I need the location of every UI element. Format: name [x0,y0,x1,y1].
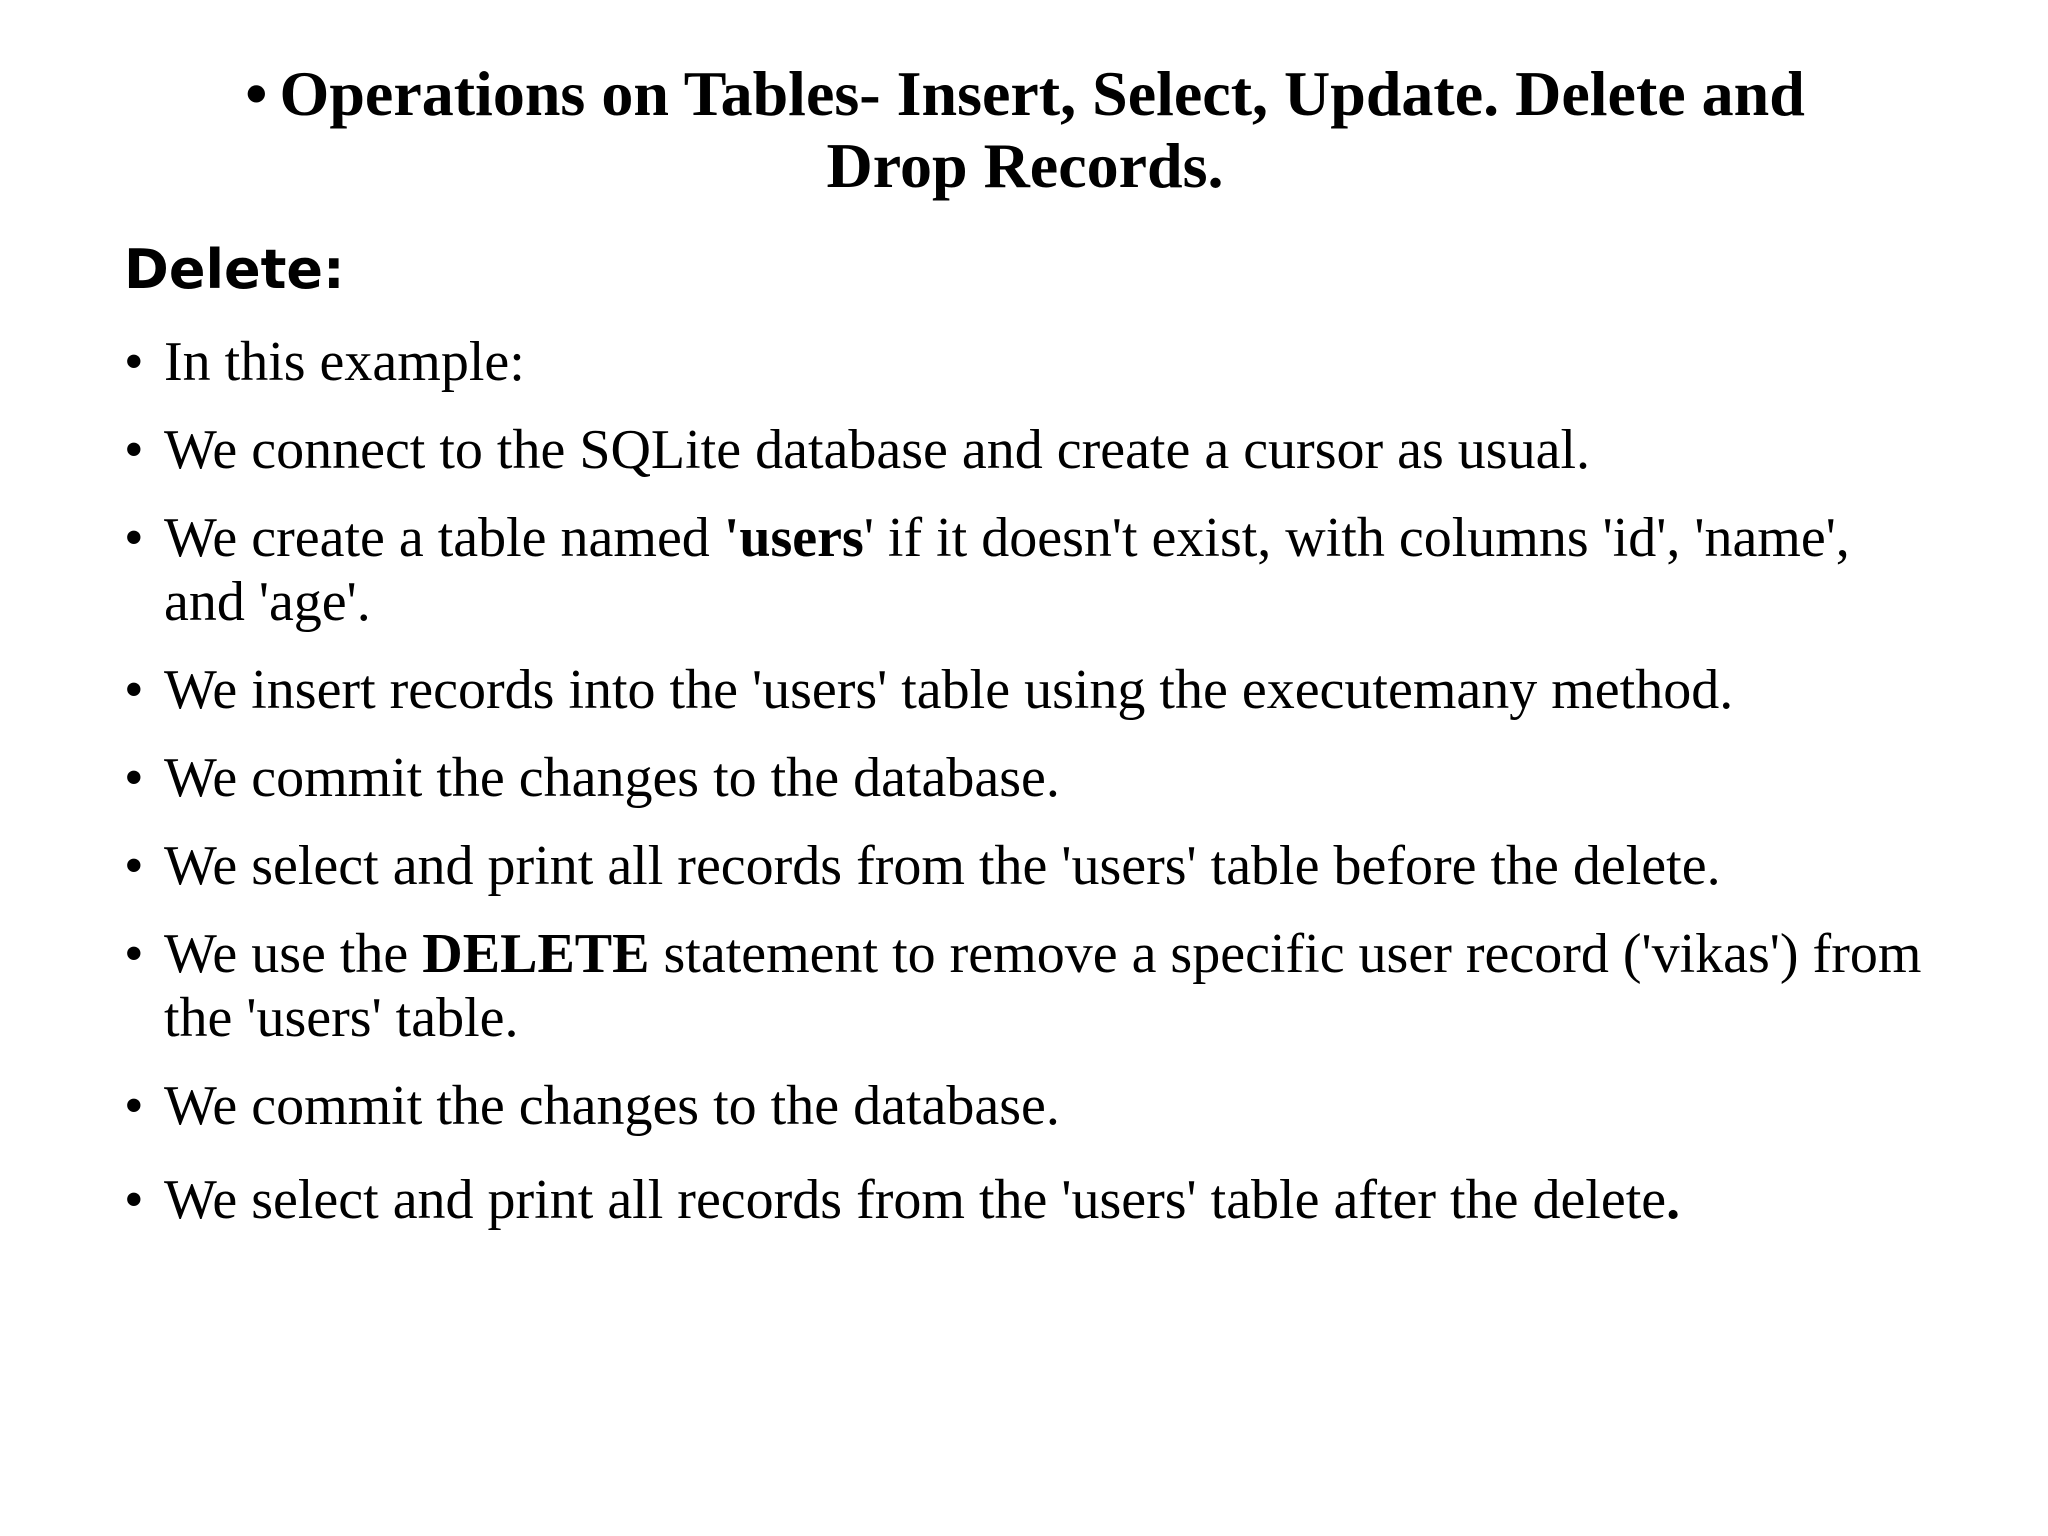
bullet-text-pre: We use the [164,923,423,985]
bullet-item [124,834,1924,898]
bullet-text: We commit the changes to the database. [164,747,1060,809]
bullet-item [124,1168,1924,1232]
bullet-dot: • [124,419,144,481]
bullet-dot: • [124,331,144,393]
bullet-dot: • [124,747,144,809]
title-bullet: • [245,58,268,129]
bullet-text-bold: . [1666,1169,1681,1231]
bullet-dot: • [124,923,144,985]
bullet-text: We insert records into the 'users' table using the executemany method. [164,659,1734,721]
bullet-item [124,922,1924,1050]
bullet-text: We connect to the SQLite database and create a cursor as usual. [164,419,1591,481]
title-line-1-text: Operations on Tables- Insert, Select, Update. Delete and [279,58,1805,129]
bullet-dot: • [124,835,144,897]
bullet-text-pre: We create a table named [164,507,724,569]
bullet-dot: • [124,1075,144,1137]
bullet-item [124,658,1924,722]
bullet-text: In this example: [164,331,525,393]
bullet-dot: • [124,1169,144,1231]
section-heading: Delete: [124,238,345,301]
bullet-text-bold: DELETE [422,923,650,985]
bullet-item [124,330,1924,394]
bullet-list [124,330,1924,1232]
bullet-text-pre: We select and print all records from the 'users' table after the delete [164,1169,1667,1231]
slide-title-line-1 [150,58,1900,130]
bullet-item [124,1074,1924,1138]
bullet-text-post: ' if it doesn't exist, with columns 'id', 'name', and 'age'. [164,507,1850,633]
bullet-text: We commit the changes to the database. [164,1075,1060,1137]
bullet-item [124,506,1924,634]
bullet-item [124,746,1924,810]
slide-title-line-2: Drop Records. [826,130,1224,201]
bullet-dot: • [124,659,144,721]
slide-title [150,58,1900,202]
bullet-dot: • [124,507,144,569]
bullet-text: We select and print all records from the 'users' table before the delete. [164,835,1721,897]
bullet-text-bold: 'users [723,507,864,569]
bullet-item [124,418,1924,482]
bullet-text-post: statement to remove a specific user record ('vikas') from the 'users' table. [164,923,1922,1049]
